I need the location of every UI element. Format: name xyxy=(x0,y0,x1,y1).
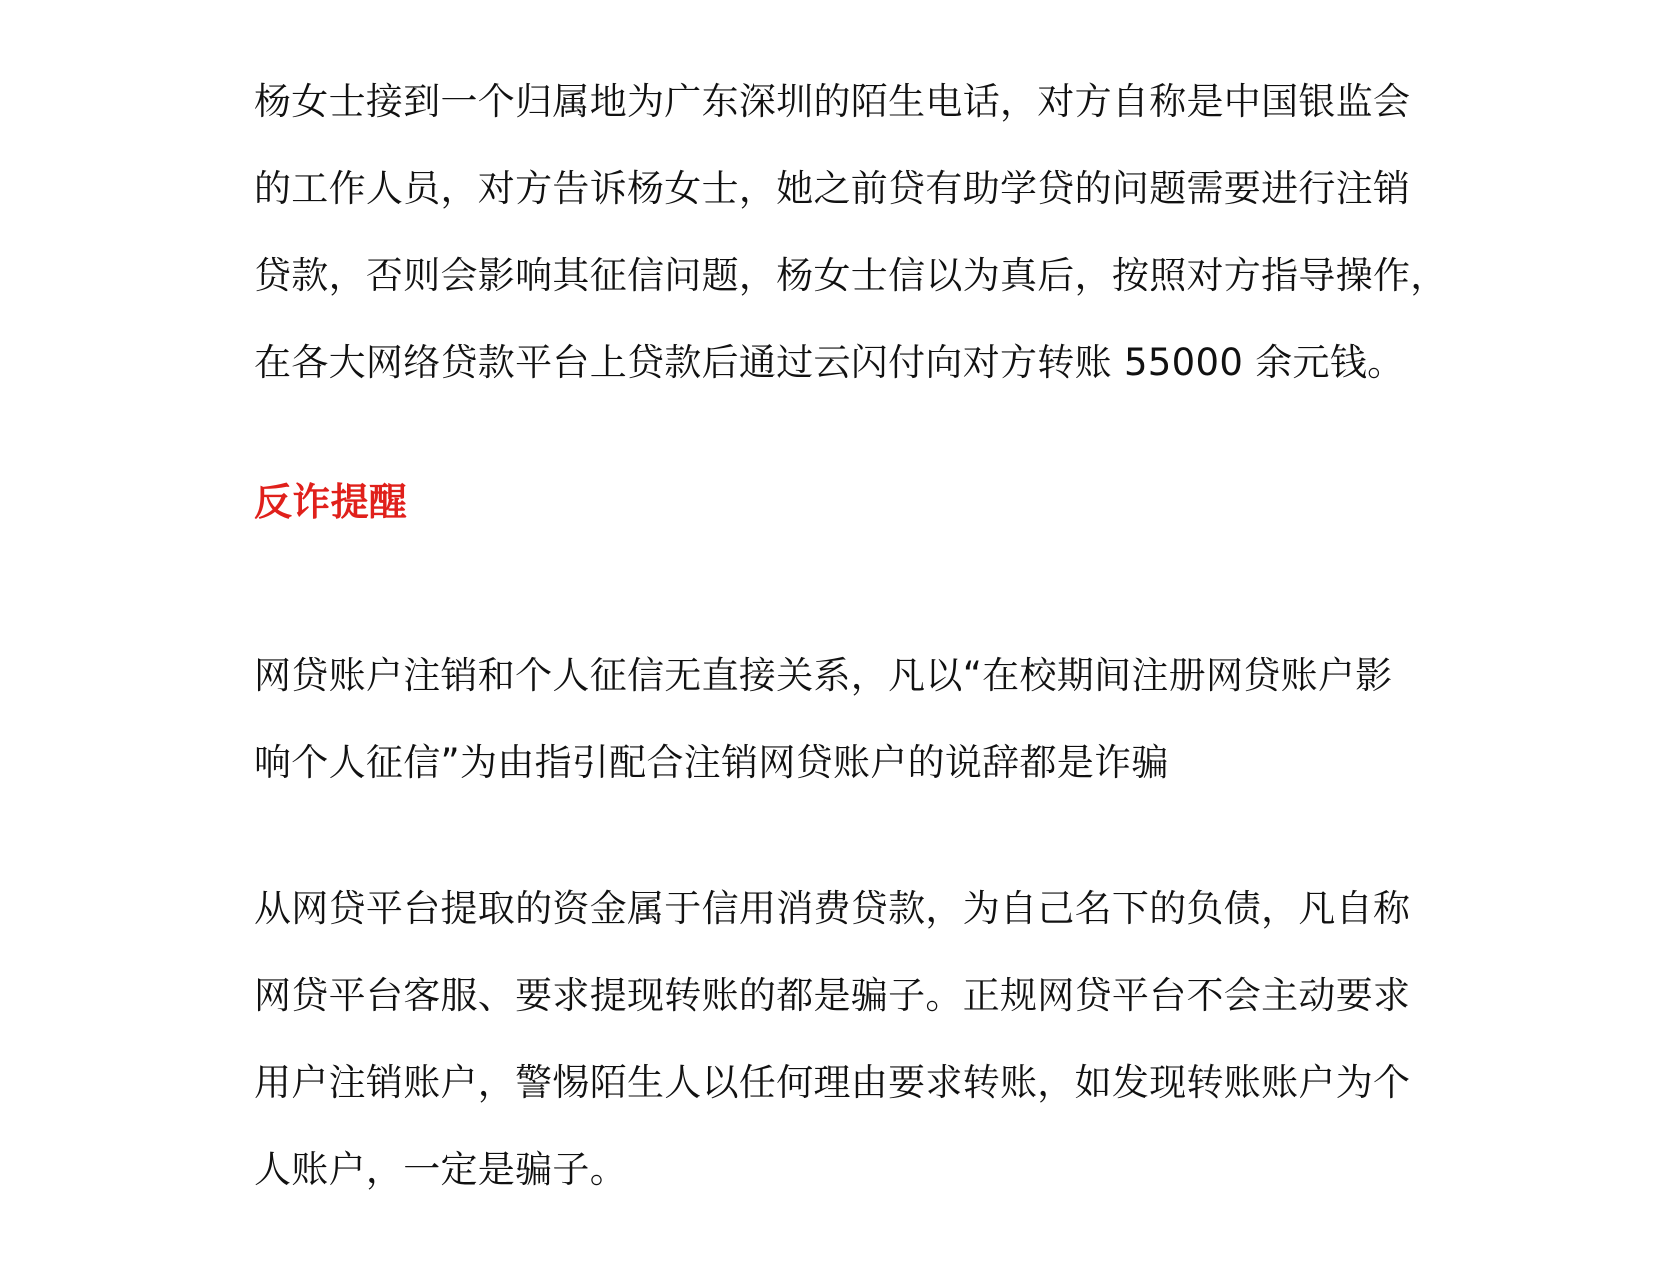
anti-fraud-heading: 反诈提醒 xyxy=(254,480,408,524)
case-line-4: 在各大网络贷款平台上贷款后通过云闪付向对方转账 55000 余元钱。 xyxy=(254,341,1405,384)
case-line-2: 的工作人员，对方告诉杨女士，她之前贷有助学贷的问题需要进行注销 xyxy=(254,167,1411,210)
tip-paragraph-1 xyxy=(254,632,1434,806)
case-line-1: 杨女士接到一个归属地为广东深圳的陌生电话，对方自称是中国银监会 xyxy=(254,80,1411,123)
tip1-line-2: 响个人征信”为由指引配合注销网贷账户的说辞都是诈骗 xyxy=(254,741,1169,784)
tip2-line-4: 人账户，一定是骗子。 xyxy=(254,1148,627,1191)
tip-paragraph-2 xyxy=(254,865,1434,1213)
tip2-line-2: 网贷平台客服、要求提现转账的都是骗子。正规网贷平台不会主动要求 xyxy=(254,974,1411,1017)
case-line-3: 贷款，否则会影响其征信问题，杨女士信以为真后，按照对方指导操作， xyxy=(254,254,1448,297)
tip1-line-1: 网贷账户注销和个人征信无直接关系，凡以“在校期间注册网贷账户影 xyxy=(254,654,1393,697)
tip2-line-3: 用户注销账户，警惕陌生人以任何理由要求转账，如发现转账账户为个 xyxy=(254,1061,1411,1104)
tip2-line-1: 从网贷平台提取的资金属于信用消费贷款，为自己名下的负债，凡自称 xyxy=(254,887,1411,930)
case-description-paragraph xyxy=(254,58,1448,406)
